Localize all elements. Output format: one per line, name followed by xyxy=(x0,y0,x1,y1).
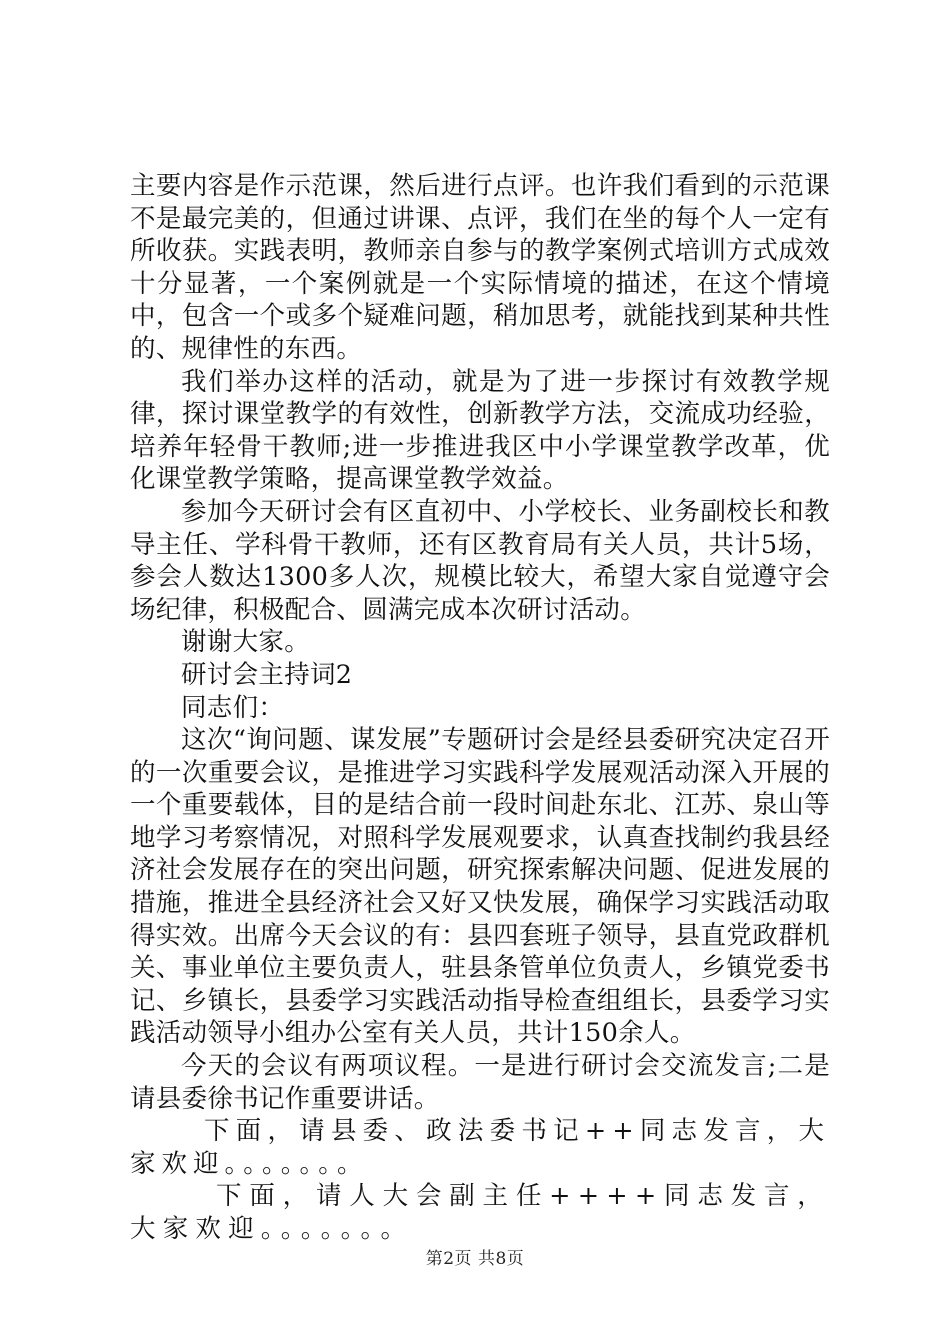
paragraph-speaker-1: 下面，请县委、政法委书记++同志发言，大家欢迎。。。。。。。 xyxy=(130,1116,830,1179)
paragraph-agenda: 今天的会议有两项议程。一是进行研讨会交流发言;二是请县委徐书记作重要讲话。 xyxy=(130,1051,830,1114)
paragraph-activity-purpose: 我们举办这样的活动，就是为了进一步探讨有效教学规律，探讨课堂教学的有效性，创新教学方法，交流成功经验，培养年轻骨干教师;进一步推进我区中小学课堂教学改革，优化课堂教学策略，提高课堂教学效益。 xyxy=(130,366,830,495)
salutation: 同志们： xyxy=(181,692,285,723)
section-heading: 研讨会主持词2 xyxy=(181,659,353,690)
paragraph-speaker-2: 下面，请人大会副主任++++同志发言，大家欢迎。。。。。。。 xyxy=(130,1181,830,1244)
page-footer: 第2页 共8页 xyxy=(425,1249,525,1269)
document-body xyxy=(130,170,830,1246)
paragraph-participants: 参加今天研讨会有区直初中、小学校长、业务副校长和教导主任、学科骨干教师，还有区教育局有关人员，共计5场，参会人数达1300多人次，规模比较大，希望大家自觉遵守会场纪律，积极配合、圆满完成本次研讨活动。 xyxy=(130,496,830,625)
paragraph-thanks: 谢谢大家。 xyxy=(181,627,311,658)
paragraph-continuation: 主要内容是作示范课，然后进行点评。也许我们看到的示范课不是最完美的，但通过讲课、点评，我们在坐的每个人一定有所收获。实践表明，教师亲自参与的教学案例式培训方式成效十分显著，一个案例就是一个实际情境的描述，在这个情境中，包含一个或多个疑难问题，稍加思考，就能找到某种共性的、规律性的东西。 xyxy=(130,171,830,364)
paragraph-meeting-intro: 这次“询问题、谋发展”专题研讨会是经县委研究决定召开的一次重要会议，是推进学习实践科学发展观活动深入开展的一个重要载体，目的是结合前一段时间赴东北、江苏、泉山等地学习考察情况，对照科学发展观要求，认真查找制约我县经济社会发展存在的突出问题，研究探索解决问题、促进发展的措施，推进全县经济社会又好又快发展，确保学习实践活动取得实效。出席今天会议的有：县四套班子领导，县直党政群机关、事业单位主要负责人，驻县条管单位负责人，乡镇党委书记、乡镇长，县委学习实践活动指导检查组组长，县委学习实践活动领导小组办公室有关人员，共计150余人。 xyxy=(130,725,830,1049)
